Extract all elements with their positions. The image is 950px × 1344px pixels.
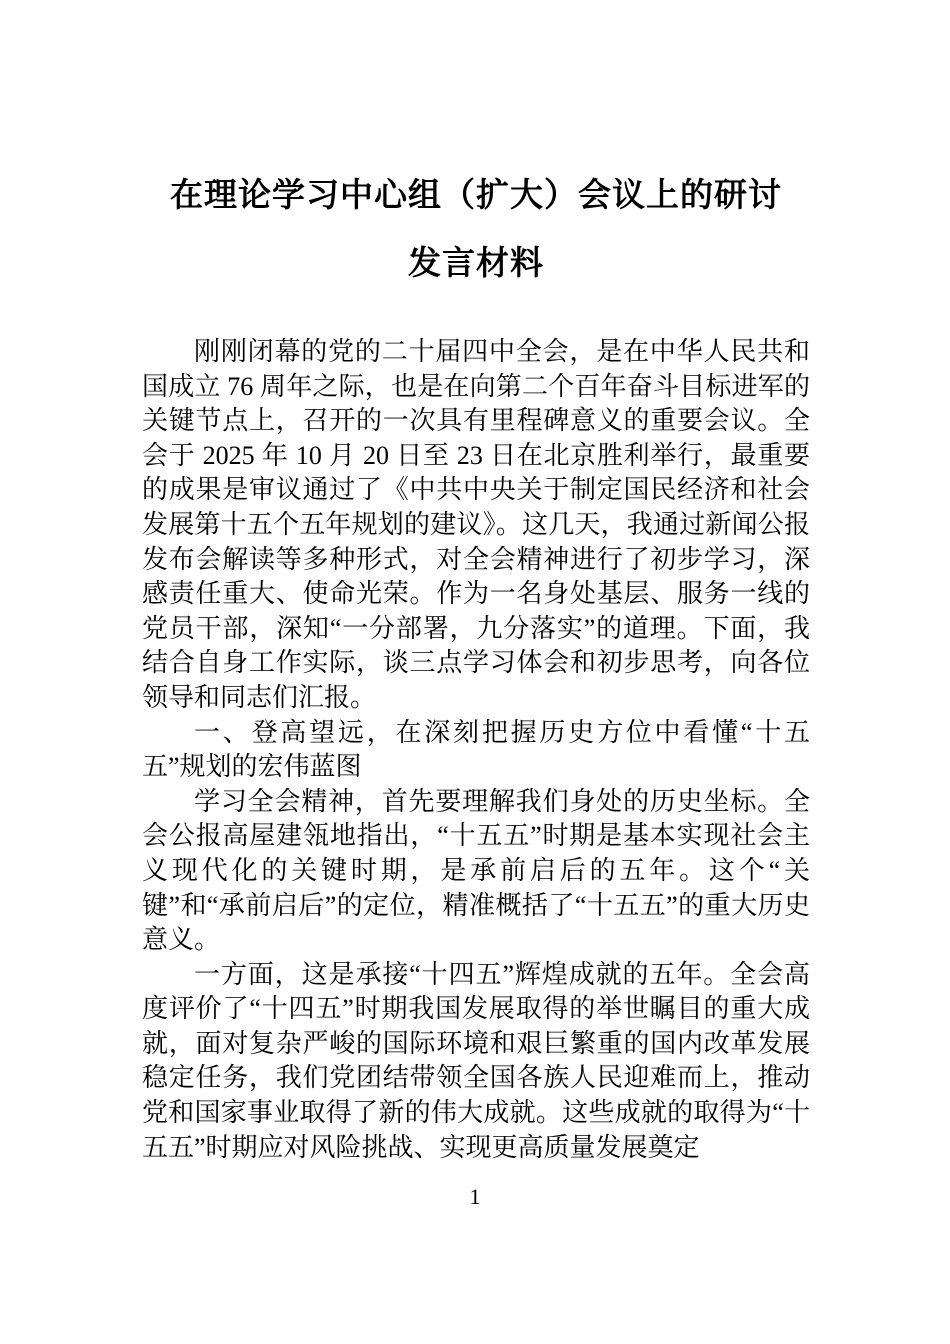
- document-title-line-2: 发言材料: [408, 244, 544, 281]
- document-content: [142, 0, 810, 1165]
- paragraph-intro: 刚刚闭幕的党的二十届四中全会，是在中华人民共和国成立 76 周年之际，也是在向第二个百年奋斗目标进军的关键节点上，召开的一次具有里程碑意义的重要会议。全会于 2025 年 10 月 20 日至 23 日在北京胜利举行，最重要的成果是审议通过了《中共中央关于制定国民经济和社会发展第十五个五年规划的建议》。这几天，我通过新闻公报发布会解读等多种形式，对全会精神进行了初步学习，深感责任重大、使命光荣。作为一名身处基层、服务一线的党员干部，深知“一分部署，九分落实”的道理。下面，我结合自身工作实际，谈三点学习体会和初步思考，向各位领导和同志们汇报。: [142, 337, 810, 712]
- page-number: 1: [469, 1184, 481, 1209]
- document-body: [142, 335, 810, 1165]
- section-heading-1: 一、登高望远，在深刻把握历史方位中看懂“十五五”规划的宏伟蓝图: [142, 717, 810, 782]
- document-title-line-1: 在理论学习中心组（扩大）会议上的研讨: [170, 176, 782, 213]
- paragraph-historical-position: 学习全会精神，首先要理解我们身处的历史坐标。全会公报高屋建瓴地指出，“十五五”时期是基本实现社会主义现代化的关键时期，是承前启后的五年。这个“关键”和“承前启后”的定位，精准概括了“十五五”的重大历史意义。: [142, 786, 810, 955]
- document-title: [142, 161, 810, 297]
- paragraph-achievements: 一方面，这是承接“十四五”辉煌成就的五年。全会高度评价了“十四五”时期我国发展取得的举世瞩目的重大成就，面对复杂严峻的国际环境和艰巨繁重的国内改革发展稳定任务，我们党团结带领全国各族人民迎难而上，推动党和国家事业取得了新的伟大成就。这些成就的取得为“十五五”时期应对风险挑战、实现更高质量发展奠定: [142, 959, 810, 1162]
